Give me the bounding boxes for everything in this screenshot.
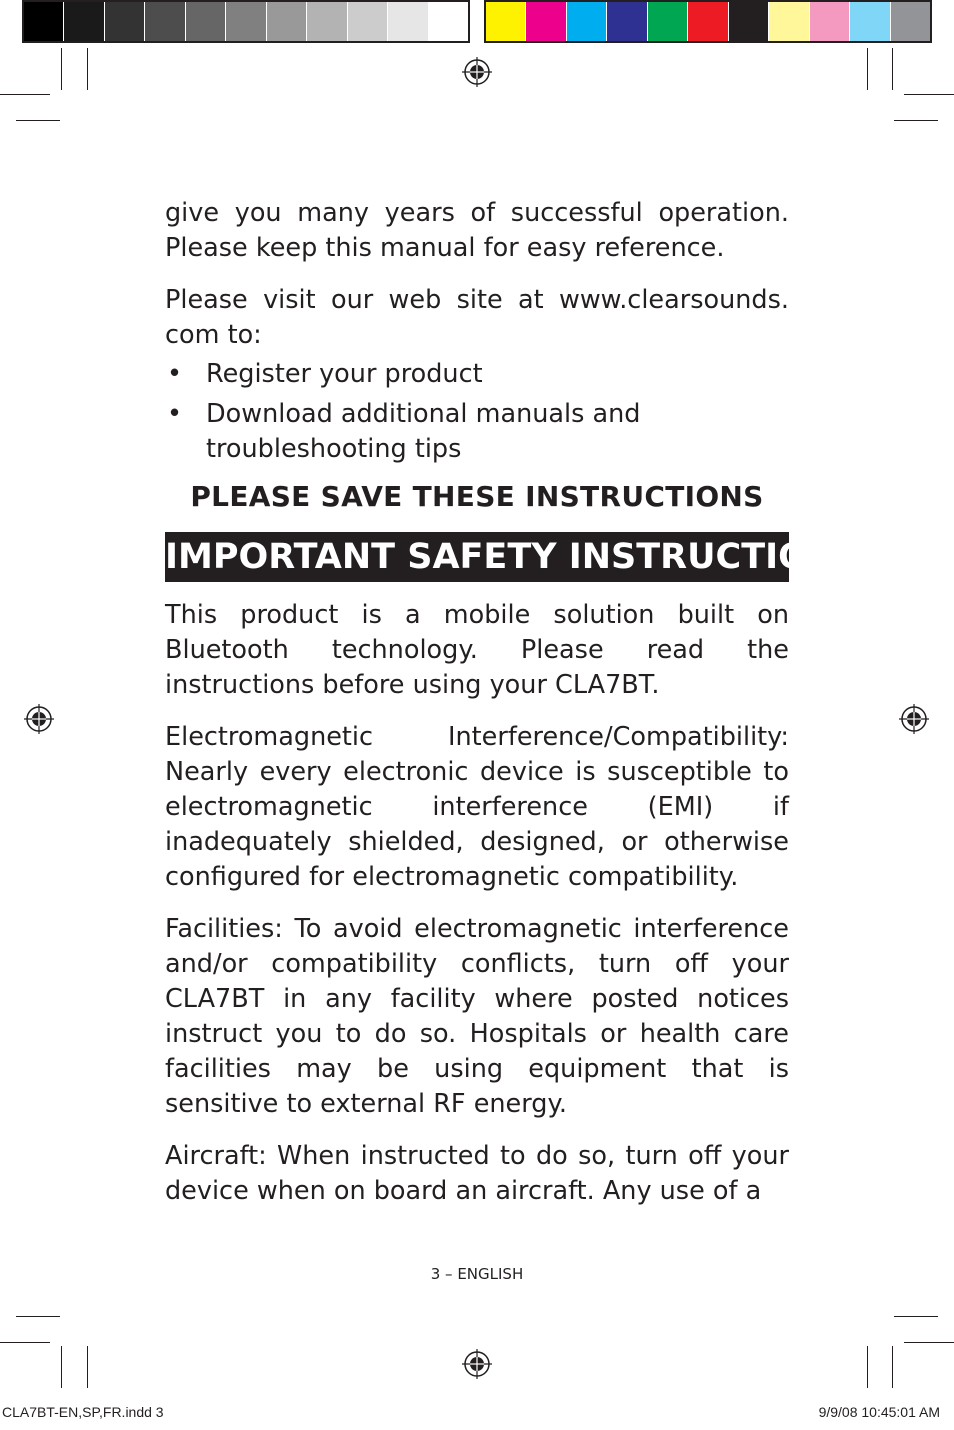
color-swatch <box>850 2 890 41</box>
crop-mark <box>894 120 938 121</box>
list-item <box>165 397 789 467</box>
crop-mark <box>0 94 50 95</box>
gray-swatch <box>226 2 266 41</box>
body-paragraph: Electromagnetic Interference/Compatibility: Nearly every electronic device is susceptible to electromagnetic interference (EMI) if inadequately shielded, designed, or otherwise configured for electromagnetic compatibility. <box>165 722 789 892</box>
gray-swatch <box>267 2 307 41</box>
body-paragraph: Facilities: To avoid electromagnetic interference and/or compatibility conflicts, turn off your CLA7BT in any facility where posted notices instruct you to do so. Hospitals or health care facilities may be using equipment that is sensitive to external RF energy. <box>165 914 789 1119</box>
color-swatch <box>648 2 688 41</box>
print-slug-filename: CLA7BT-EN,SP,FR.indd 3 <box>2 1404 164 1420</box>
bullet-list <box>165 357 789 467</box>
crop-mark <box>87 48 88 90</box>
color-swatch <box>526 2 566 41</box>
list-item-text: Register your product <box>206 359 483 389</box>
crop-mark <box>61 48 62 90</box>
gray-swatch <box>429 2 468 41</box>
color-swatch <box>810 2 850 41</box>
color-swatch <box>567 2 607 41</box>
registration-mark-icon <box>24 704 54 734</box>
gray-swatch <box>348 2 388 41</box>
list-item <box>165 357 789 392</box>
manual-page-content <box>165 196 863 1226</box>
process-color-bar <box>484 0 932 43</box>
gray-swatch <box>145 2 185 41</box>
gray-swatch <box>64 2 104 41</box>
crop-mark <box>904 94 954 95</box>
gray-swatch <box>307 2 347 41</box>
color-swatch <box>729 2 769 41</box>
color-swatch <box>607 2 647 41</box>
registration-mark-icon <box>462 57 492 87</box>
crop-mark <box>892 48 893 90</box>
save-instructions-heading: PLEASE SAVE THESE INSTRUCTIONS <box>190 480 764 513</box>
gray-swatch <box>388 2 428 41</box>
registration-mark-icon <box>462 1349 492 1379</box>
color-swatch <box>688 2 728 41</box>
intro-paragraph: give you many years of successful operation. Please keep this manual for easy reference. <box>165 198 789 263</box>
crop-mark <box>16 120 60 121</box>
crop-mark <box>16 1316 60 1317</box>
crop-mark <box>87 1346 88 1388</box>
body-paragraph: This product is a mobile solution built on Bluetooth technology. Please read the instructions before using your CLA7BT. <box>165 600 789 700</box>
list-item-text: Download additional manuals and troubleshooting tips <box>206 399 641 464</box>
color-swatch <box>769 2 809 41</box>
crop-mark <box>867 48 868 90</box>
gray-swatch <box>24 2 64 41</box>
grayscale-color-bar <box>22 0 470 43</box>
print-slug-timestamp: 9/9/08 10:45:01 AM <box>818 1404 940 1420</box>
bullet-icon: • <box>167 359 183 389</box>
safety-section-heading: IMPORTANT SAFETY INSTRUCTIONS <box>165 532 789 582</box>
gray-swatch <box>105 2 145 41</box>
crop-mark <box>0 1342 50 1343</box>
body-paragraph: Aircraft: When instructed to do so, turn off your device when on board an aircraft. Any use of a <box>165 1141 789 1206</box>
crop-mark <box>892 1346 893 1388</box>
color-swatch <box>486 2 526 41</box>
registration-mark-icon <box>899 704 929 734</box>
crop-mark <box>904 1342 954 1343</box>
gray-swatch <box>186 2 226 41</box>
color-swatch <box>891 2 930 41</box>
crop-mark <box>867 1346 868 1388</box>
bullet-icon: • <box>167 399 183 429</box>
crop-mark <box>61 1346 62 1388</box>
visit-paragraph: Please visit our web site at www.clearsounds. com to: <box>165 285 789 350</box>
page-number: 3 – ENGLISH <box>430 1265 524 1283</box>
crop-mark <box>894 1316 938 1317</box>
